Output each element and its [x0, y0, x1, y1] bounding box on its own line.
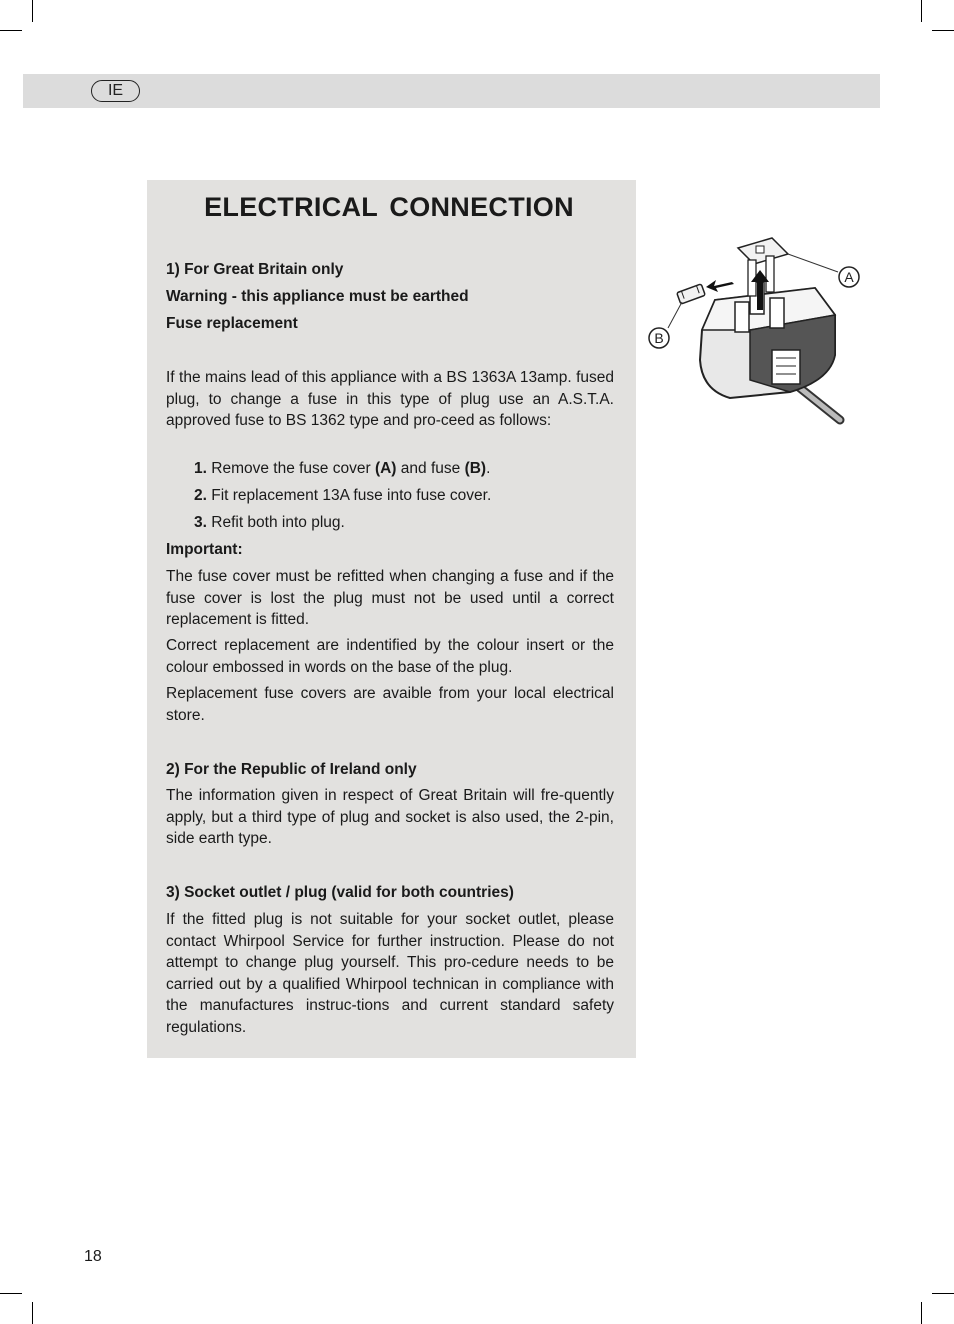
- section2-body: The information given in respect of Great Britain will fre-quently apply, but a third type of plug and socket is also used, the 2-pin, side earth type.: [166, 787, 614, 847]
- step-3: [194, 512, 345, 534]
- leader-line-a: [788, 254, 838, 272]
- important-label: Important:: [166, 541, 243, 558]
- warning-text: Warning - this appliance must be earthed: [166, 288, 469, 305]
- crop-mark: [932, 30, 954, 31]
- section2-heading: 2) For the Republic of Ireland only: [166, 761, 417, 778]
- step-number: 3.: [194, 514, 207, 531]
- page-title: ELECTRICAL CONNECTION: [204, 192, 574, 222]
- step-number: 2.: [194, 487, 207, 504]
- crop-mark: [0, 1293, 22, 1294]
- section3-heading: 3) Socket outlet / plug (valid for both countries): [166, 884, 514, 901]
- plug-pin: [770, 298, 784, 328]
- crop-mark: [32, 1302, 33, 1324]
- plug-pin: [735, 302, 749, 332]
- fuse: [677, 284, 706, 304]
- crop-mark: [921, 1302, 922, 1324]
- step-text: Remove the fuse cover: [211, 460, 375, 477]
- crop-mark: [921, 0, 922, 22]
- section3-body: If the fitted plug is not suitable for your socket outlet, please contact Whirpool Service for further instruction. Please do not attempt to change plug yourself. This pro-cedure needs to be carried out by a qualified Whirpool technican in compliance with the manufactures instruc-tions and current standard safety regulations.: [166, 911, 614, 1036]
- crop-mark: [32, 0, 33, 22]
- language-badge: IE: [91, 80, 140, 102]
- step-text: .: [486, 460, 491, 477]
- important-paragraph-3: Replacement fuse covers are avaible from your local electrical store.: [166, 685, 614, 724]
- step-2: [194, 485, 491, 507]
- important-paragraph-1: The fuse cover must be refitted when changing a fuse and if the fuse cover is lost the plug must not be used until a correct replacement is fitted.: [166, 568, 614, 628]
- ref-fuse: (B): [464, 460, 487, 477]
- step-1: [194, 458, 490, 480]
- fuse-cover-window: [756, 246, 764, 253]
- crop-mark: [0, 30, 22, 31]
- label-b: B: [654, 330, 664, 346]
- header-band: [23, 74, 880, 108]
- important-paragraph-2: Correct replacement are indentified by the colour insert or the colour embossed in words on the base of the plug.: [166, 637, 614, 676]
- leader-line-b: [668, 302, 682, 328]
- step-text: Fit replacement 13A fuse into fuse cover.: [211, 487, 492, 504]
- step-text: Refit both into plug.: [211, 514, 345, 531]
- left-arrow-icon: [706, 280, 734, 292]
- step-number: 1.: [194, 460, 207, 477]
- ref-fuse-cover: (A): [374, 460, 397, 477]
- fuse-cover-leg: [766, 256, 774, 292]
- label-a: A: [844, 269, 854, 285]
- section1-heading: 1) For Great Britain only: [166, 261, 344, 278]
- cable-grip: [772, 350, 800, 384]
- section1-intro: If the mains lead of this appliance with a BS 1363A 13amp. fused plug, to change a fuse in this type of plug use an A.S.T.A. approved fuse to BS 1362 type and pro-ceed as follows:: [166, 369, 614, 429]
- crop-mark: [932, 1293, 954, 1294]
- fuse-replacement-heading: Fuse replacement: [166, 315, 298, 332]
- plug-fuse-illustration: [640, 230, 880, 430]
- step-text: and fuse: [396, 460, 465, 477]
- page-number: 18: [84, 1248, 102, 1265]
